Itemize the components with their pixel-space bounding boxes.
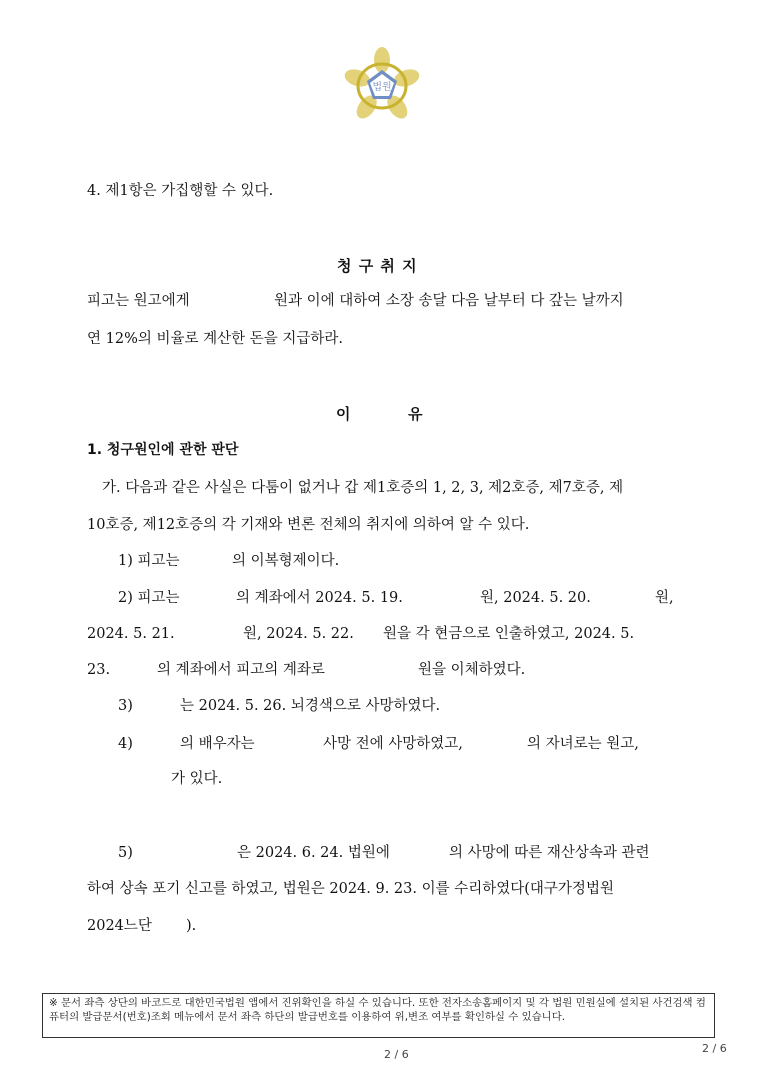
item-2-a: 2) 피고는 — [118, 590, 180, 606]
item-2-d: 원, — [655, 590, 674, 606]
item-1-b: 의 이복형제이다. — [232, 553, 340, 569]
item-5-a: 5) — [118, 845, 133, 861]
item-5-e: 2024느단 — [87, 918, 152, 934]
item-2-i: 의 계좌에서 피고의 계좌로 — [157, 662, 325, 678]
item-4-b: 의 배우자는 — [180, 736, 255, 752]
item-4-text: 4. 제1항은 가집행할 수 있다. — [87, 183, 274, 199]
item-5-d: 하여 상속 포기 신고를 하였고, 법원은 2024. 9. 23. 이를 수리하였다(대구가정법원 — [87, 881, 614, 897]
item-3-a: 3) — [118, 698, 133, 714]
item-2-c: 원, 2024. 5. 20. — [480, 590, 591, 606]
item-4-d: 의 자녀로는 원고, — [527, 736, 639, 752]
item-2-f: 원, 2024. 5. 22. — [243, 626, 354, 642]
page-number-center: 2 / 6 — [384, 1048, 409, 1061]
section-1-heading: 1. 청구원인에 관한 판단 — [87, 442, 239, 458]
page-number-right: 2 / 6 — [702, 1042, 727, 1055]
item-2-b: 의 계좌에서 2024. 5. 19. — [236, 590, 403, 606]
court-seal-logo — [339, 46, 425, 120]
verification-notice: ※ 문서 좌측 상단의 바코드로 대한민국법원 앱에서 진위확인을 하실 수 있습니다. 또한 전자소송홈페이지 및 각 법원 민원실에 설치된 사건검색 컴퓨터의 발급문서(번호)조회 메뉴에서 문서 좌측 하단의 발급번호를 이용하여 위,변조 여부를 확인하실 수 있습니다. — [42, 993, 715, 1038]
item-5-c: 의 사망에 따른 재산상속과 관련 — [449, 845, 650, 861]
claim-line-2: 연 12%의 비율로 계산한 돈을 지급하라. — [87, 331, 343, 347]
item-1-a: 1) 피고는 — [118, 553, 180, 569]
item-3-b: 는 2024. 5. 26. 뇌경색으로 사망하였다. — [180, 698, 441, 714]
item-4-a: 4) — [118, 736, 133, 752]
para-ga-line-1: 가. 다음과 같은 사실은 다툼이 없거나 갑 제1호증의 1, 2, 3, 제2호증, 제7호증, 제 — [102, 480, 624, 496]
item-4-e: 가 있다. — [171, 771, 223, 787]
item-2-j: 원을 이체하였다. — [418, 662, 526, 678]
para-ga-line-2: 10호증, 제12호증의 각 기재와 변론 전체의 취지에 의하여 알 수 있다. — [87, 517, 530, 533]
seal-text: 법원 — [372, 82, 392, 93]
reason-heading-1: 이 — [336, 405, 352, 423]
claim-line-1a: 피고는 원고에게 — [87, 293, 190, 309]
reason-heading-2: 유 — [408, 405, 424, 423]
item-2-e: 2024. 5. 21. — [87, 626, 175, 642]
claim-line-1b: 원과 이에 대하여 소장 송달 다음 날부터 다 갚는 날까지 — [274, 293, 624, 309]
item-4-c: 사망 전에 사망하였고, — [323, 736, 463, 752]
item-5-b: 은 2024. 6. 24. 법원에 — [237, 845, 390, 861]
claim-heading: 청 구 취 지 — [337, 257, 418, 275]
item-2-g: 원을 각 현금으로 인출하였고, 2024. 5. — [383, 626, 635, 642]
item-2-h: 23. — [87, 662, 111, 678]
item-5-f: ). — [186, 918, 197, 934]
